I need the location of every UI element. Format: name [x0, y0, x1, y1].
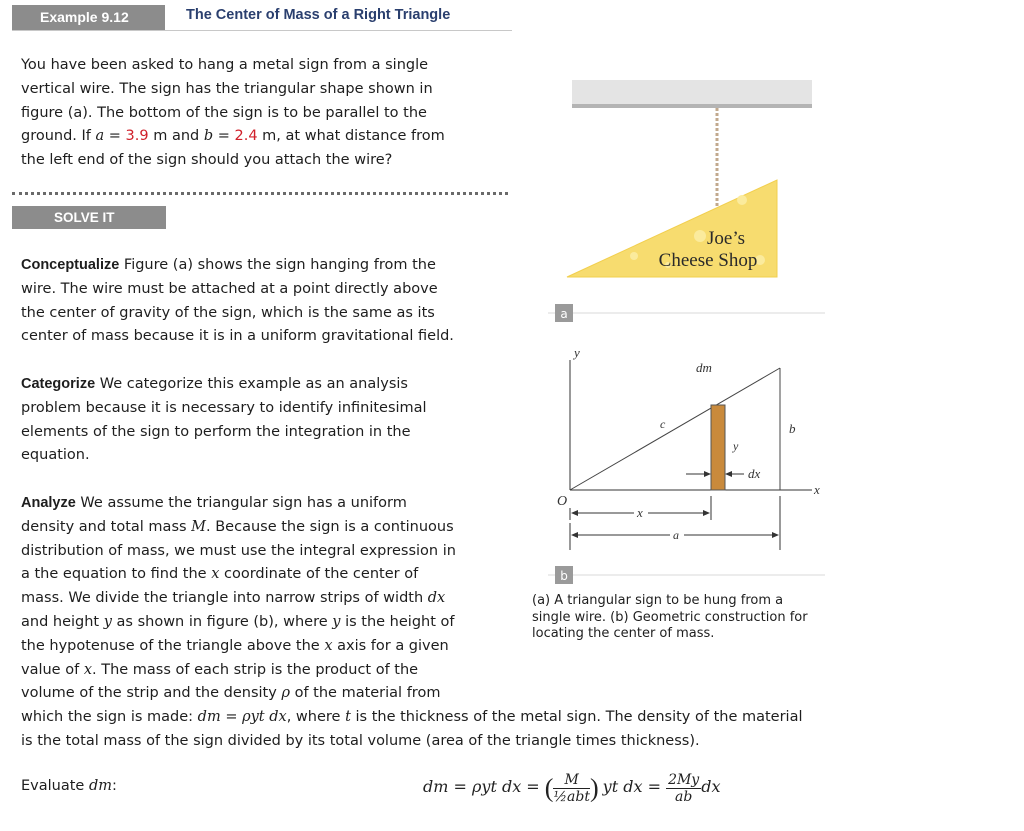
hypotenuse-label: c	[660, 417, 666, 431]
problem-line: the left end of the sign should you attach the wire?	[21, 152, 393, 169]
problem-line: ground. If a = 3.9 m and b = 2.4 m, at what distance from	[21, 128, 445, 145]
sign-text-line1: Joe’s	[707, 228, 745, 249]
a-value: 3.9	[125, 128, 149, 145]
example-badge: Example 9.12	[12, 5, 165, 30]
dx-label: dx	[748, 466, 761, 481]
problem-line: figure (a). The bottom of the sign is to be parallel to the	[21, 104, 427, 121]
problem-line: You have been asked to hang a metal sign from a single	[21, 57, 429, 73]
analyze-label: Analyze	[21, 495, 76, 511]
x-axis-label: x	[814, 482, 820, 497]
problem-statement	[21, 54, 521, 173]
y-axis-label: y	[574, 345, 580, 360]
analyze-section-cont: which the sign is made: dm = ρyt dx, where t is the thickness of the metal sign. The density of the material is the total mass of the sign divided by its total volume (area of the triangle times thickness).	[21, 709, 803, 749]
dm-label: dm	[696, 360, 712, 375]
solve-it-badge: SOLVE IT	[12, 206, 166, 229]
mass-strip	[711, 405, 725, 490]
figure-caption: (a) A triangular sign to be hung from a single wire. (b) Geometric construction for locating the center of mass.	[532, 593, 808, 641]
evaluate-label: Evaluate dm:	[21, 778, 117, 794]
example-title: The Center of Mass of a Right Triangle	[186, 7, 451, 23]
dotted-divider	[12, 192, 508, 195]
categorize-section: Categorize We categorize this example as an analysis problem because it is necessary to identify infinitesimal elements of the sign to perform the integration in the equation.	[21, 376, 427, 464]
header-divider	[12, 30, 512, 31]
svg-text:b: b	[560, 569, 568, 583]
categorize-label: Categorize	[21, 376, 96, 392]
a-dimension-label: a	[673, 528, 679, 542]
sign-text-line2: Cheese Shop	[658, 250, 758, 271]
conceptualize-section: Conceptualize Figure (a) shows the sign hanging from the wire. The wire must be attached at a point directly above the center of gravity of the sign, which is the same as its center of mass because it is in a uniform gravitational field.	[21, 257, 454, 345]
figure-a-tag	[548, 304, 825, 322]
x-dimension-label: x	[637, 505, 643, 520]
figure	[530, 60, 830, 600]
analyze-section: Analyze We assume the triangular sign has a uniform density and total mass M. Because the sign is a continuous distribution of mass, we must use the integral expression in a the equation to find the x coordinate of the center of mass. We divide the triangle into narrow strips of width dx and height y as shown in figure (b), where y is the height of the hypotenuse of the triangle above the x axis for a given value of x. The mass of each strip is the product of the volume of the strip and the density ρ of the material from	[21, 495, 456, 702]
b-value: 2.4	[234, 128, 258, 145]
conceptualize-label: Conceptualize	[21, 257, 120, 273]
figure-b-tag	[548, 566, 825, 584]
problem-line: vertical wire. The sign has the triangular shape shown in	[21, 80, 433, 97]
svg-text:a: a	[560, 307, 568, 321]
b-label: b	[789, 421, 796, 436]
dm-equation: dm = ρyt dx = ( $\frac{M}{\text{½abt}}$ ) yt dx = $\frac{2My}{ab}$ dx	[423, 772, 721, 805]
origin-label: O	[557, 494, 568, 509]
axes	[570, 360, 812, 490]
strip-y-label: y	[733, 439, 739, 453]
ceiling-bar	[572, 80, 812, 108]
